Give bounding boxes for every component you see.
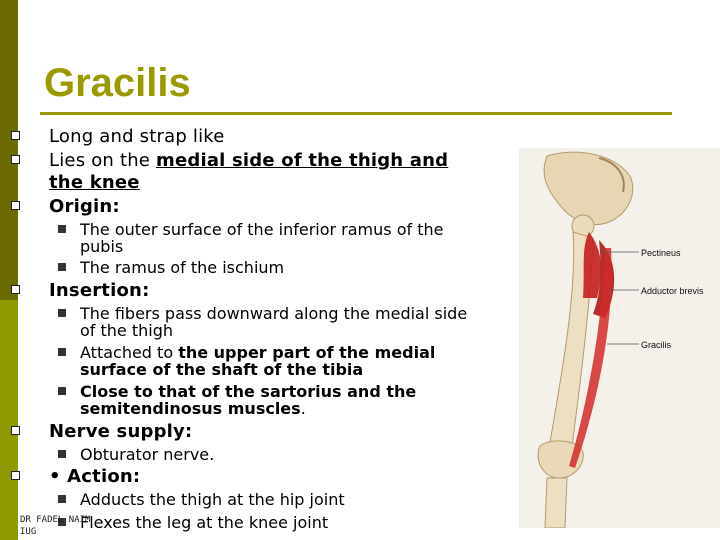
action-heading: • Action: xyxy=(49,466,141,487)
bullet-underlined-text-continued: the knee xyxy=(49,172,140,193)
hollow-square-bullet-icon xyxy=(11,471,20,480)
thigh-muscles-illustration xyxy=(519,148,720,528)
title-underline xyxy=(40,112,672,115)
hollow-square-bullet-icon xyxy=(11,201,20,210)
sub-bullet-origin-2 xyxy=(80,259,284,276)
footer-author: DR FADEL NAIM xyxy=(20,515,91,525)
bullet-nerve-supply xyxy=(49,421,192,443)
insertion-heading: Insertion: xyxy=(49,280,150,301)
hollow-square-bullet-icon xyxy=(11,131,20,140)
slide-footer xyxy=(20,514,140,538)
filled-square-bullet-icon xyxy=(58,387,66,395)
filled-square-bullet-icon xyxy=(58,348,66,356)
sub-bullet-action-1 xyxy=(80,491,345,508)
slide-title: Gracilis xyxy=(44,61,191,105)
sub-bullet-text: The fibers pass downward along the medial side xyxy=(80,304,468,323)
sub-bullet-bold-text: the upper part of the medial xyxy=(178,343,436,362)
sub-bullet-insertion-1 xyxy=(80,305,520,339)
pectineus-muscle xyxy=(583,232,601,298)
bullet-action xyxy=(49,466,140,488)
bullet-text: Lies on the xyxy=(49,150,157,171)
sub-bullet-nerve-1 xyxy=(80,446,214,463)
bullet-underlined-text: medial side of the thigh and xyxy=(156,150,449,171)
bullet-long-strap xyxy=(49,126,225,148)
sub-bullet-text: Flexes the leg at the knee joint xyxy=(80,513,329,532)
origin-heading: Origin: xyxy=(49,196,120,217)
hollow-square-bullet-icon xyxy=(11,155,20,164)
sub-bullet-text: The ramus of the ischium xyxy=(80,258,285,277)
bullet-text: Long and strap like xyxy=(49,126,225,147)
sub-bullet-text: Close to that of the sartorius and the xyxy=(80,382,417,401)
sub-bullet-text: The outer surface of the inferior ramus of the xyxy=(80,220,444,239)
bullet-origin xyxy=(49,196,120,218)
sub-bullet-origin-1 xyxy=(80,221,510,255)
filled-square-bullet-icon xyxy=(58,495,66,503)
filled-square-bullet-icon xyxy=(58,225,66,233)
hollow-square-bullet-icon xyxy=(11,426,20,435)
sub-bullet-text: Adducts the thigh at the hip joint xyxy=(80,490,345,509)
anatomy-figure xyxy=(519,148,720,528)
bullet-insertion xyxy=(49,280,149,302)
sub-bullet-period: . xyxy=(300,399,306,418)
sub-bullet-insertion-3 xyxy=(80,383,510,417)
bullet-medial-side xyxy=(49,150,499,194)
filled-square-bullet-icon xyxy=(58,263,66,271)
nerve-heading: Nerve supply: xyxy=(49,421,193,442)
adductor-brevis-label: Adductor brevis xyxy=(641,286,704,296)
filled-square-bullet-icon xyxy=(58,309,66,317)
sub-bullet-text: Obturator nerve. xyxy=(80,445,215,464)
sub-bullet-text-continued: pubis xyxy=(80,237,124,256)
hollow-square-bullet-icon xyxy=(11,285,20,294)
pectineus-label: Pectineus xyxy=(641,248,681,258)
sub-bullet-text-continued: of the thigh xyxy=(80,321,174,340)
filled-square-bullet-icon xyxy=(58,450,66,458)
gracilis-label: Gracilis xyxy=(641,340,672,350)
sub-bullet-insertion-2 xyxy=(80,344,510,378)
pelvis-shape xyxy=(544,152,633,224)
sub-bullet-text: Attached to xyxy=(80,343,179,362)
left-accent-bar-lower xyxy=(0,300,18,540)
sub-bullet-bold-text-continued: surface of the shaft of the tibia xyxy=(80,360,364,379)
sub-bullet-text-continued: semitendinosus muscles xyxy=(80,399,301,418)
tibia-shape xyxy=(545,478,567,528)
footer-institution: IUG xyxy=(20,527,37,537)
